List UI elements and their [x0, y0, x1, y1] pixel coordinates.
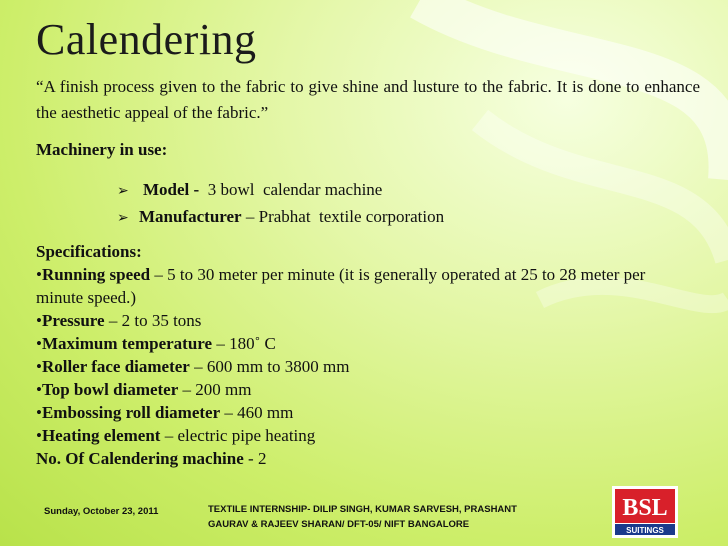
- machinery-item-manufacturer: [117, 207, 444, 227]
- arrow-bullet-icon: ➢: [117, 184, 129, 199]
- machinery-value: – Prabhat textile corporation: [241, 207, 445, 226]
- spec-item: •Embossing roll diameter – 460 mm: [36, 403, 294, 422]
- svg-text:BSL: BSL: [622, 495, 668, 521]
- machine-count: No. Of Calendering machine - 2: [36, 449, 267, 468]
- slide-title: Calendering: [36, 15, 257, 64]
- machinery-label: Model -: [143, 180, 200, 199]
- footer-credits: TEXTILE INTERNSHIP- DILIP SINGH, KUMAR SARVESH, PRASHANT GAURAV & RAJEEV SHARAN/ DFT-05/ NIFT BANGALORE: [208, 504, 517, 530]
- spec-heading: Specifications:: [36, 242, 142, 261]
- spec-item: •Top bowl diameter – 200 mm: [36, 380, 252, 399]
- machinery-heading: Machinery in use:: [36, 140, 168, 159]
- definition-quote: “A finish process given to the fabric to give shine and lusture to the fabric. It is done to enhance the aesthetic appeal of the fabric.”: [36, 77, 700, 122]
- machinery-label: Manufacturer: [139, 207, 242, 226]
- specifications: [36, 240, 696, 470]
- spec-item: •Running speed – 5 to 30 meter per minute (it is generally operated at 25 to 28 meter per minute speed.): [36, 265, 646, 307]
- machinery-value: 3 bowl calendar machine: [199, 180, 383, 199]
- bsl-suitings-logo: [612, 486, 678, 538]
- svg-text:SUITINGS: SUITINGS: [626, 526, 664, 535]
- machinery-item-model: [117, 180, 382, 200]
- arrow-bullet-icon: ➢: [117, 211, 129, 226]
- spec-item: •Maximum temperature – 180˚ C: [36, 334, 276, 353]
- footer-date: Sunday, October 23, 2011: [44, 506, 159, 517]
- spec-item: •Pressure – 2 to 35 tons: [36, 311, 202, 330]
- spec-item: •Roller face diameter – 600 mm to 3800 mm: [36, 357, 350, 376]
- spec-item: •Heating element – electric pipe heating: [36, 426, 316, 445]
